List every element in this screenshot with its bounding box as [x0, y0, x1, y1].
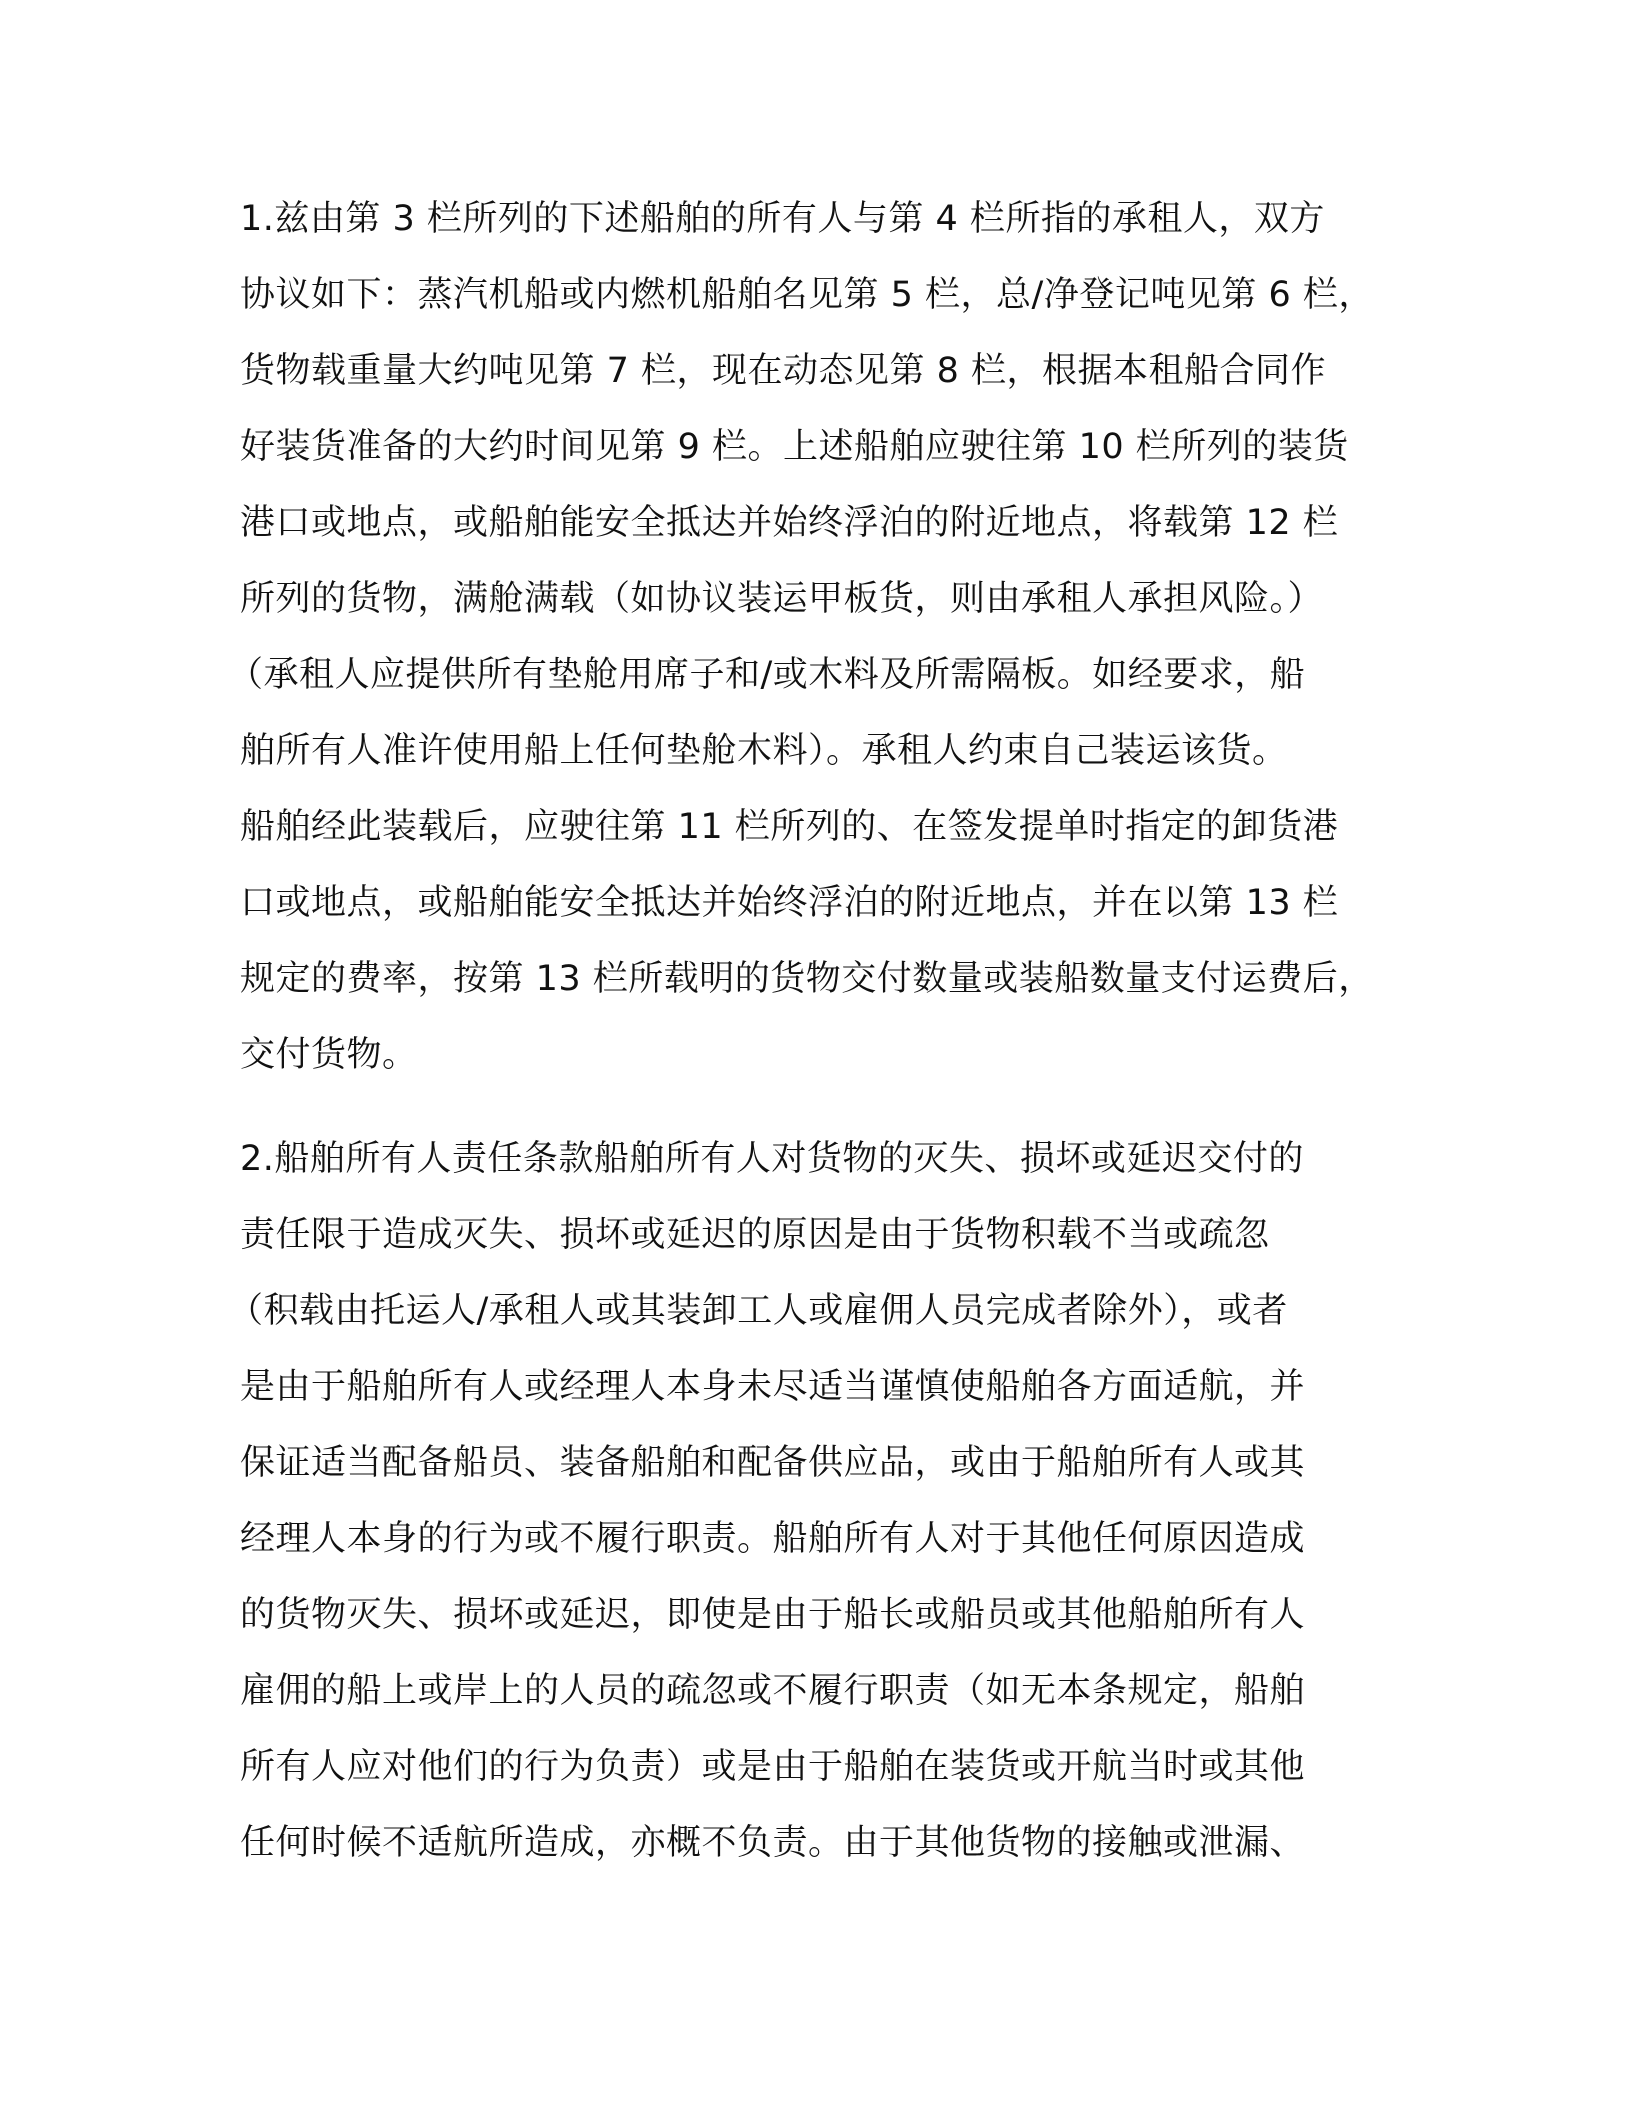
text-line: 是由于船舶所有人或经理人本身未尽适当谨慎使船舶各方面适航，并	[240, 1367, 1306, 1407]
text-line: 协议如下：蒸汽机船或内燃机船舶名见第 5 栏，总/净登记吨见第 6 栏，	[240, 275, 1374, 315]
text-line: 所有人应对他们的行为负责）或是由于船舶在装货或开航当时或其他	[240, 1747, 1306, 1787]
text-line: 交付货物。	[240, 1035, 418, 1075]
text-line: 保证适当配备船员、装备船舶和配备供应品，或由于船舶所有人或其	[240, 1443, 1306, 1483]
text-line: 的货物灭失、损坏或延迟，即使是由于船长或船员或其他船舶所有人	[240, 1595, 1306, 1635]
text-line: 任何时候不适航所造成，亦概不负责。由于其他货物的接触或泄漏、	[240, 1823, 1306, 1863]
text-line: （承租人应提供所有垫舱用席子和/或木料及所需隔板。如经要求，船	[228, 655, 1306, 695]
text-line: 1.兹由第 3 栏所列的下述船舶的所有人与第 4 栏所指的承租人，双方	[240, 199, 1325, 239]
text-line: 2.船舶所有人责任条款船舶所有人对货物的灭失、损坏或延迟交付的	[240, 1139, 1304, 1179]
text-line: 货物载重量大约吨见第 7 栏，现在动态见第 8 栏，根据本租船合同作	[240, 351, 1327, 391]
text-line: 好装货准备的大约时间见第 9 栏。上述船舶应驶往第 10 栏所列的装货	[240, 427, 1349, 467]
text-line: 口或地点，或船舶能安全抵达并始终浮泊的附近地点，并在以第 13 栏	[240, 883, 1339, 923]
text-line: 雇佣的船上或岸上的人员的疏忽或不履行职责（如无本条规定，船舶	[240, 1671, 1306, 1711]
text-line: 所列的货物，满舱满载（如协议装运甲板货，则由承租人承担风险。）	[240, 579, 1324, 619]
text-line: （积载由托运人/承租人或其装卸工人或雇佣人员完成者除外），或者	[228, 1291, 1288, 1331]
text-line: 经理人本身的行为或不履行职责。船舶所有人对于其他任何原因造成	[240, 1519, 1306, 1559]
text-line: 船舶经此装载后，应驶往第 11 栏所列的、在签发提单时指定的卸货港	[240, 807, 1339, 847]
text-line: 责任限于造成灭失、损坏或延迟的原因是由于货物积载不当或疏忽	[240, 1215, 1270, 1255]
text-line: 规定的费率，按第 13 栏所载明的货物交付数量或装船数量支付运费后，	[240, 959, 1374, 999]
text-line: 港口或地点，或船舶能安全抵达并始终浮泊的附近地点，将载第 12 栏	[240, 503, 1339, 543]
text-line: 舶所有人准许使用船上任何垫舱木料）。承租人约束自己装运该货。	[240, 731, 1288, 771]
